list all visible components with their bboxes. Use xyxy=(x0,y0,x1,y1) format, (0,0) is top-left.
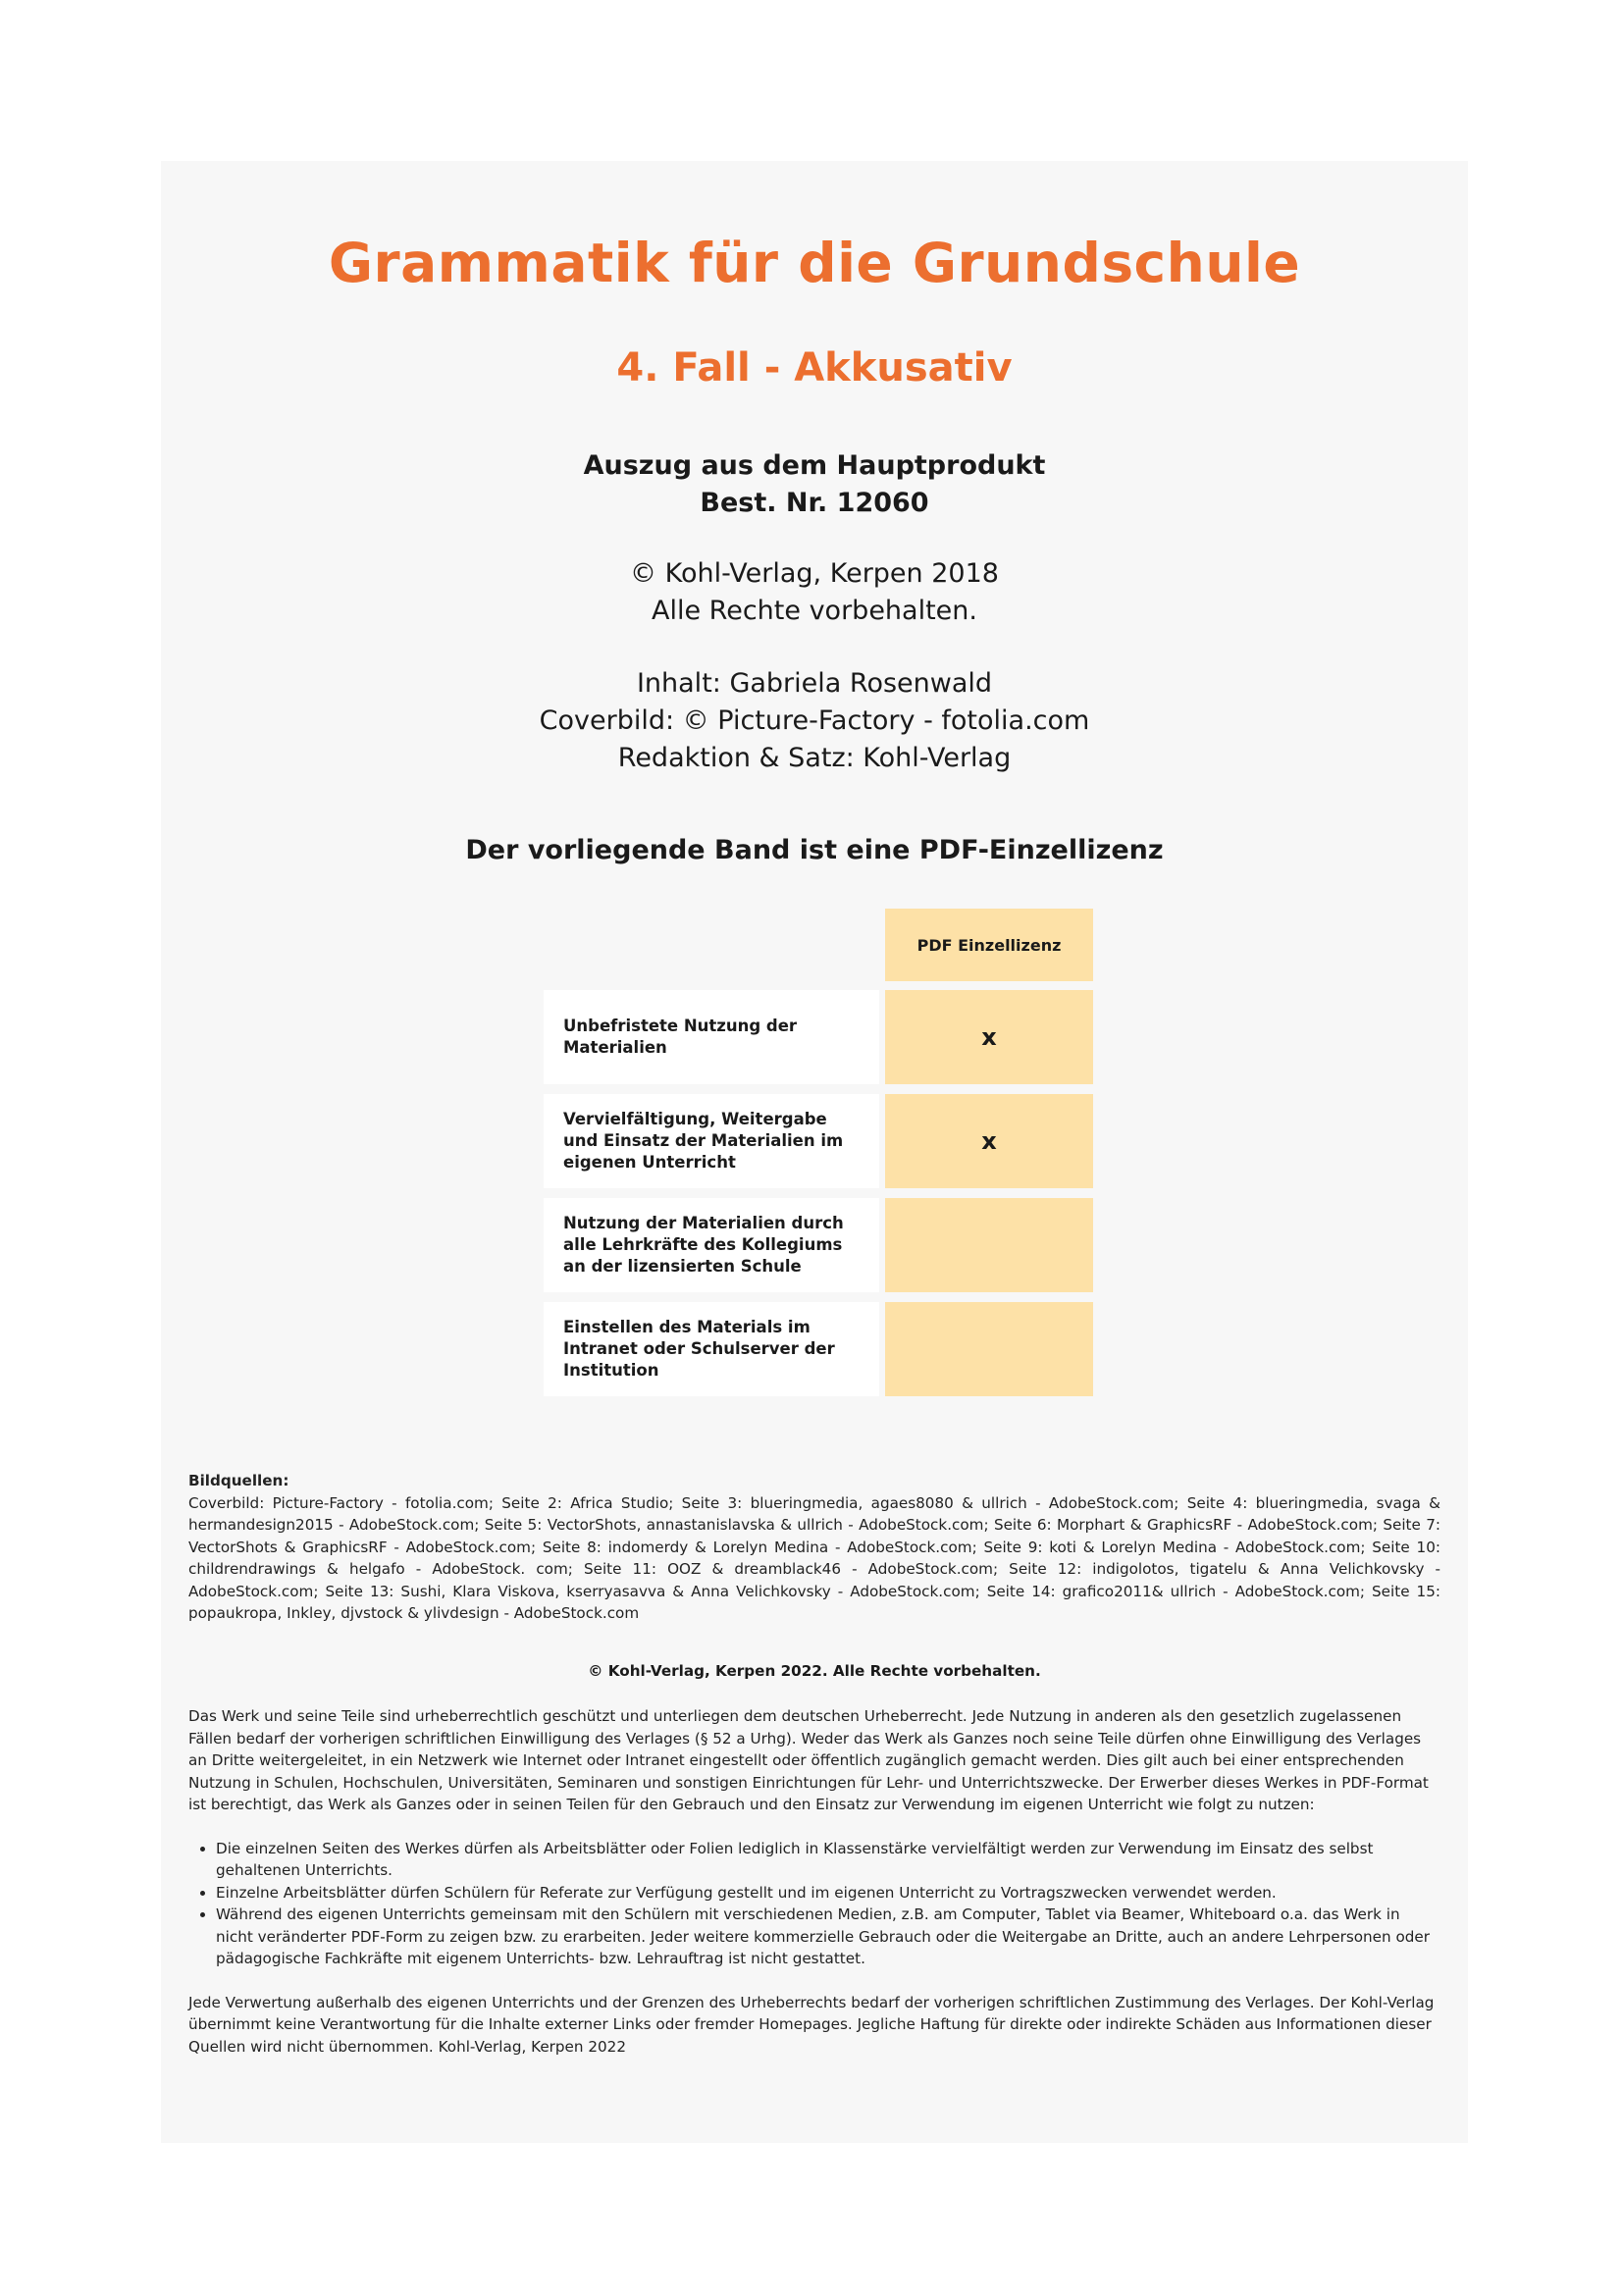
cover-credit: Coverbild: © Picture-Factory - fotolia.com xyxy=(539,705,1090,736)
license-row-value xyxy=(885,1198,1093,1292)
license-row xyxy=(544,1094,1093,1188)
list-item: • Während des eigenen Unterrichts gemeinsam mit den Schülern mit verschiedenen Medien, z.B. am Computer, Tablet via Beamer, Whiteboard o.a. das Werk in nicht veränderter PDF-Form zu zeigen bzw. zu erarbeiten. Jeder weitere kommerzielle Gebrauch oder die Weitergabe an Dritte, auch an andere Lehrpersonen oder pädagogische Fachkräfte mit eigenem Unterrichts- bzw. Lehrauftrag ist nicht gestattet. xyxy=(216,1904,1440,1970)
editing-credit: Redaktion & Satz: Kohl-Verlag xyxy=(617,743,1012,773)
license-row xyxy=(544,1198,1093,1292)
license-column-header: PDF Einzellizenz xyxy=(885,909,1093,981)
copyright-line: © Kohl-Verlag, Kerpen 2018 xyxy=(630,558,999,589)
license-heading: Der vorliegende Band ist eine PDF-Einzellizenz xyxy=(465,835,1164,865)
license-row xyxy=(544,990,1093,1084)
legal-notice xyxy=(188,1705,1440,2058)
legal-closing: Jede Verwertung außerhalb des eigenen Unterrichts und der Grenzen des Urheberrechts bedarf der vorherigen schriftlichen Zustimmung des Verlages. Der Kohl-Verlag übernimmt keine Verantwortung für die Inhalte externer Links oder fremder Homepages. Jegliche Haftung für direkte oder indirekte Schäden aus Informationen dieser Quellen wird nicht übernommen. Kohl-Verlag, Kerpen 2022 xyxy=(188,1993,1435,2056)
image-sources-label: Bildquellen: xyxy=(188,1472,289,1489)
usage-rights-list xyxy=(188,1838,1440,1970)
license-row xyxy=(544,1302,1093,1396)
image-sources-text: Coverbild: Picture-Factory - fotolia.com; Seite 2: Africa Studio; Seite 3: blueringmedia, agaes8080 & ullrich - AdobeStock.com; Seite 4: blueringmedia, svaga & hermandesign2015 - AdobeStock.com; Seite 5: VectorShots, annastanislavska & ullrich - AdobeStock.com; Seite 6: Morphart & GraphicsRF - AdobeStock.com; Seite 7: VectorShots & GraphicsRF - AdobeStock.com; Seite 8: indomerdy & Lorelyn Medina - AdobeStock.com; Seite 9: koti & Lorelyn Medina - AdobeStock.com; Seite 10: childrendrawings & helgafo - AdobeStock. com; Seite 11: OOZ & dreamblack46 - AdobeStock.com; Seite 12: indigolotos, tigatelu & Anna Velichkovsky - AdobeStock.com; Seite 13: Sushi, Klara Viskova, kserryasavva & Anna Velichkovsky - AdobeStock.com; Seite 14: grafico2011& ullrich - AdobeStock.com; Seite 15: popaukropa, Inkley, djvstock & ylivdesign - AdobeStock.com xyxy=(188,1493,1440,1622)
rights-line: Alle Rechte vorbehalten. xyxy=(652,596,977,626)
image-sources xyxy=(188,1470,1440,1625)
license-row-value xyxy=(885,1302,1093,1396)
license-row-label: Vervielfältigung, Weitergabe und Einsatz der Materialien im eigenen Unterricht xyxy=(544,1094,879,1188)
page-subtitle: 4. Fall - Akkusativ xyxy=(616,345,1013,391)
content-credit: Inhalt: Gabriela Rosenwald xyxy=(636,668,993,699)
legal-intro: Das Werk und seine Teile sind urheberrechtlich geschützt und unterliegen dem deutschen Urheberrecht. Jede Nutzung in anderen als den gesetzlich zugelassenen Fällen bedarf der vorherigen schriftlichen Einwilligung des Verlages (§ 52 a Urhg). Weder das Werk als Ganzes noch seine Teile dürfen ohne Einwilligung des Verlages an Dritte weitergeleitet, in ein Netzwerk wie Internet oder Intranet eingestellt oder öffentlich zugänglich gemacht werden. Dies gilt auch bei einer entsprechenden Nutzung in Schulen, Hochschulen, Universitäten, Seminaren und sonstigen Einrichtungen für Lehr- und Unterrichtszwecke. Der Erwerber dieses Werkes in PDF-Format ist berechtigt, das Werk als Ganzes oder in seinen Teilen für den Gebrauch und den Einsatz zur Verwendung im eigenen Unterricht wie folgt zu nutzen: xyxy=(188,1707,1429,1813)
license-row-value: x xyxy=(885,1094,1093,1188)
excerpt-line: Auszug aus dem Hauptprodukt xyxy=(583,450,1046,481)
license-row-label: Einstellen des Materials im Intranet oder Schulserver der Institution xyxy=(544,1302,879,1396)
document-page xyxy=(161,161,1468,2143)
credits-block xyxy=(161,665,1468,777)
license-row-label: Nutzung der Materialien durch alle Lehrkräfte des Kollegiums an der lizensierten Schule xyxy=(544,1198,879,1292)
footer-copyright: © Kohl-Verlag, Kerpen 2022. Alle Rechte vorbehalten. xyxy=(588,1662,1041,1680)
license-row-label: Unbefristete Nutzung der Materialien xyxy=(544,990,879,1084)
order-number: Best. Nr. 12060 xyxy=(700,488,929,518)
list-item: • Einzelne Arbeitsblätter dürfen Schülern für Referate zur Verfügung gestellt und im eigenen Unterricht zu Vortragszwecken verwendet werden. xyxy=(216,1882,1440,1905)
license-row-value: x xyxy=(885,990,1093,1084)
copyright-block xyxy=(161,555,1468,630)
excerpt-info xyxy=(161,447,1468,522)
list-item: • Die einzelnen Seiten des Werkes dürfen als Arbeitsblätter oder Folien lediglich in Klassenstärke vervielfältigt werden zur Verwendung im Einsatz des selbst gehaltenen Unterrichts. xyxy=(216,1838,1440,1882)
page-title: Grammatik für die Grundschule xyxy=(328,232,1301,294)
